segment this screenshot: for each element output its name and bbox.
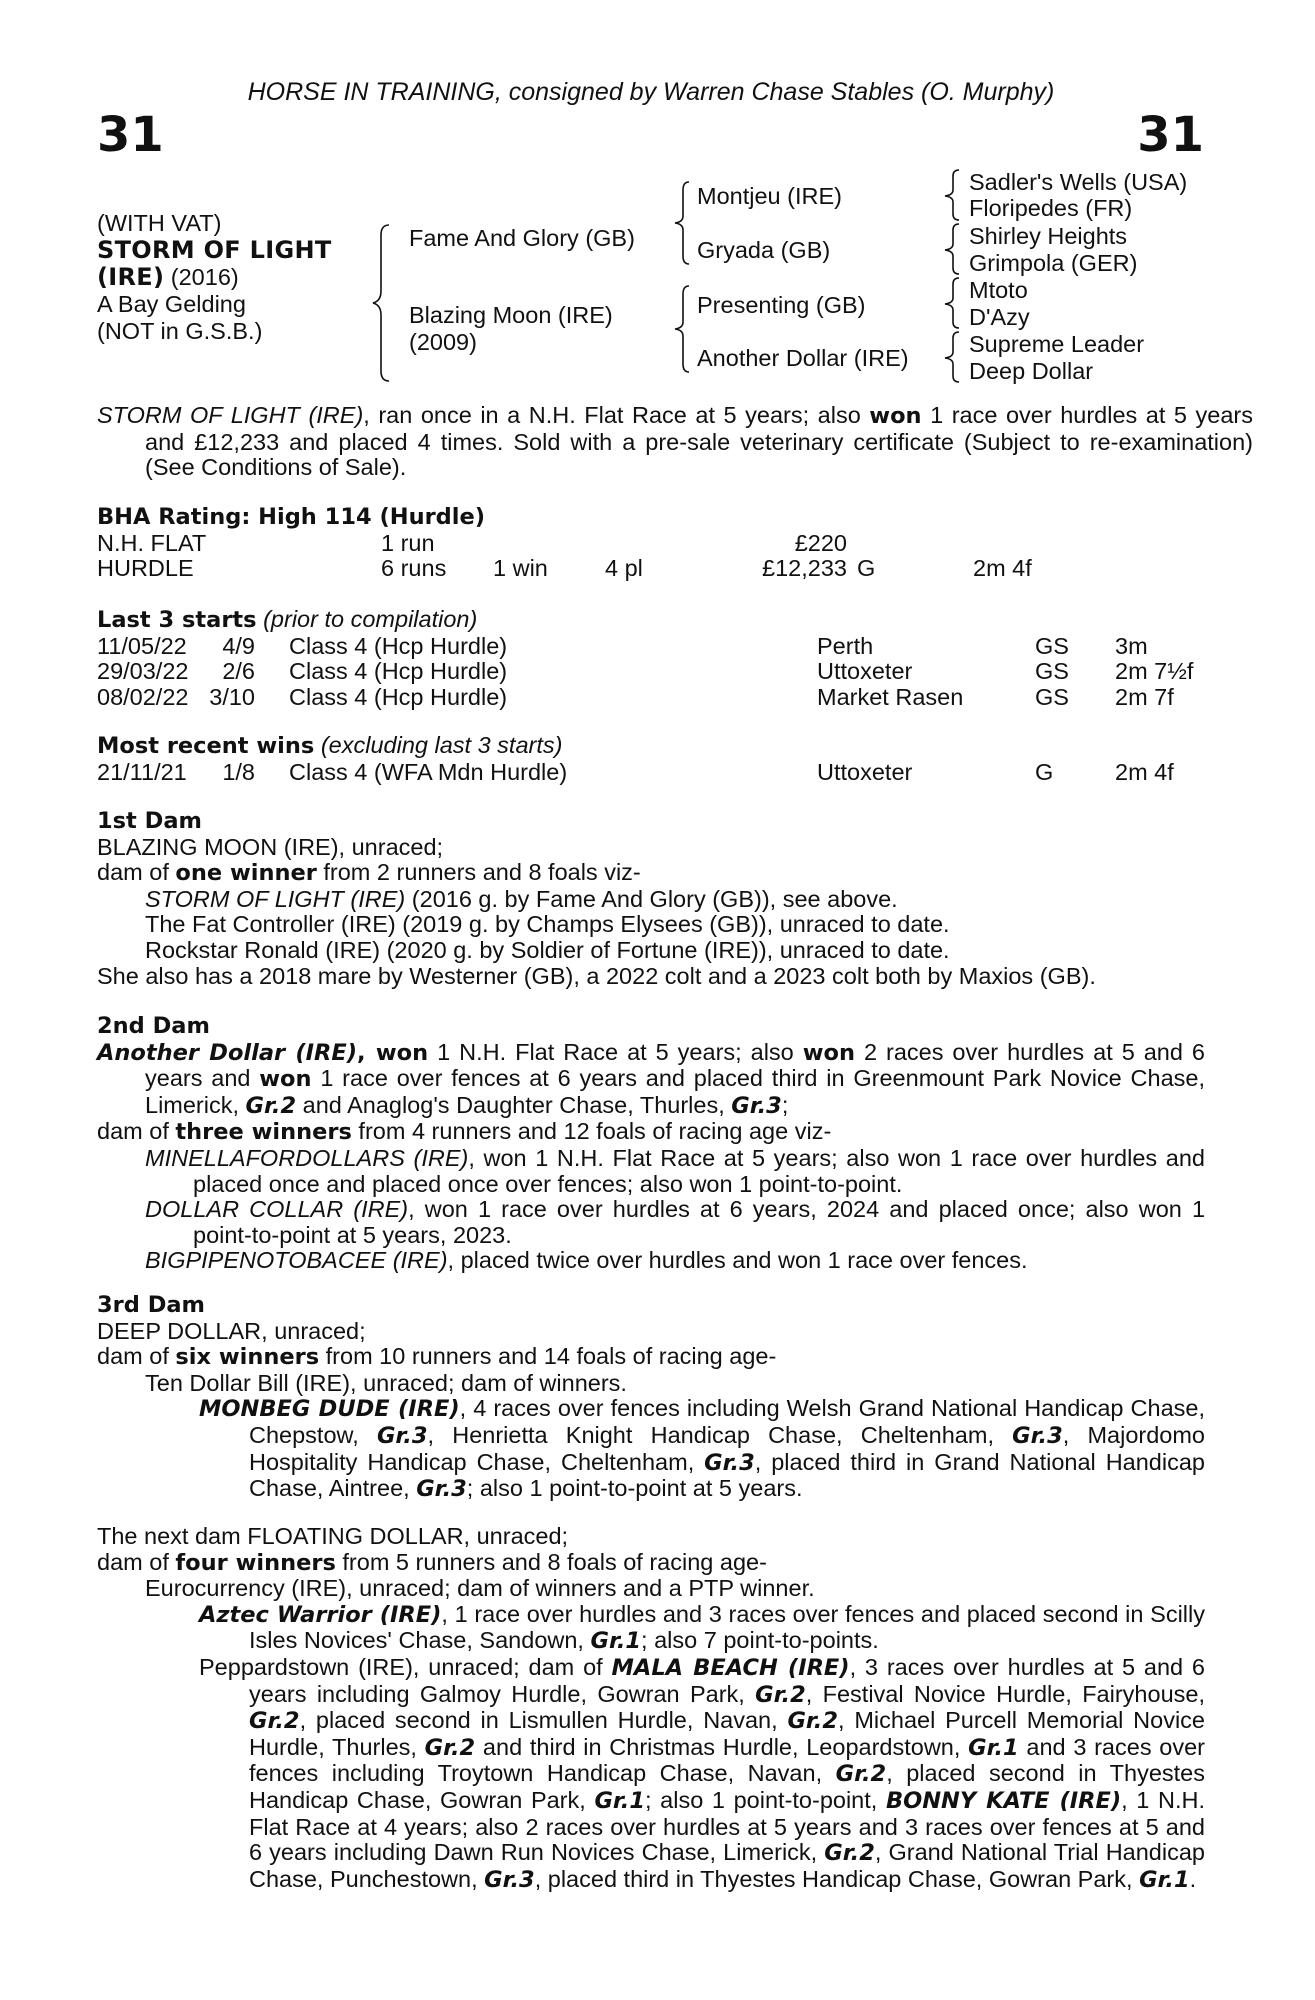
rating-row: HURDLE 6 runs 1 win 4 pl £12,233 G 2m 4f xyxy=(97,555,1032,582)
start-row: 29/03/22 2/6 Class 4 (Hcp Hurdle) Uttoxeter GS 2m 7½f xyxy=(97,658,1194,685)
ancestor-2: Floripedes (FR) xyxy=(969,195,1133,221)
second-dam-block: 2nd Dam Another Dollar (IRE), won 1 N.H. Flat Race at 5 years; also won 2 races over hurdles at 5 and 6 years and won 1 race over fences at 6 years and placed third in Greenmount Park Novice Chase, Limerick, Gr.2 and Anaglog's Daughter Chase, Thurles, Gr.3; dam of three winners from 4 runners and 12 foals of racing age viz- MINELLAFORDOLLARS (IRE), won 1 N.H. Flat Race at 5 years; also won 1 race over hurdles and placed once and placed once over fences; also won 1 point-to-point. DOLLAR COLLAR (IRE), won 1 race over hurdles at 6 years, 2024 and placed once; also won 1 point-to-point at 5 years, 2023. BIGPIPENOTOBACEE (IRE), placed twice over hurdles and won 1 race over fences. xyxy=(97,1013,1206,1274)
sire: Fame And Glory (GB) xyxy=(409,225,635,251)
race-summary: STORM OF LIGHT (IRE), ran once in a N.H. Flat Race at 5 years; also won 1 race over hurdles at 5 years and £12,233 and placed 4 times. Sold with a pre-sale veterinary certificate (Subject to re-examination) (See Conditions of Sale). xyxy=(97,402,1253,481)
last-starts-heading: Last 3 starts xyxy=(97,607,257,633)
horse-identity xyxy=(97,210,332,345)
fourth-dam-block: The next dam FLOATING DOLLAR, unraced; dam of four winners from 5 runners and 8 foals of racing age- Eurocurrency (IRE), unraced; dam of winners and a PTP winner. Aztec Warrior (IRE), 1 race over hurdles and 3 races over fences and placed second in Scilly Isles Novices' Chase, Sandown, Gr.1; also 7 point-to-points. Peppardstown (IRE), unraced; dam of MALA BEACH (IRE), 3 races over hurdles at 5 and 6 years including Galmoy Hurdle, Gowran Park, Gr.2, Festival Novice Hurdle, Fairyhouse, Gr.2, placed second in Lismullen Hurdle, Navan, Gr.2, Michael Purcell Memorial Novice Hurdle, Thurles, Gr.2 and third in Christmas Hurdle, Leopardstown, Gr.1 and 3 races over fences including Troytown Handicap Chase, Navan, Gr.2, placed second in Thyestes Handicap Chase, Gowran Park, Gr.1; also 1 point-to-point, BONNY KATE (IRE), 1 N.H. Flat Race at 4 years; also 2 races over hurdles at 5 years and 3 races over fences at 5 and 6 years including Dawn Run Novices Chase, Limerick, Gr.2, Grand National Trial Handicap Chase, Punchestown, Gr.3, placed third in Thyestes Handicap Chase, Gowran Park, Gr.1. xyxy=(97,1523,1206,1893)
dam: Blazing Moon (IRE) (2009) xyxy=(409,302,613,355)
ancestor-3: Shirley Heights xyxy=(969,223,1128,249)
dam-dam: Another Dollar (IRE) xyxy=(697,345,909,371)
vat-note: (WITH VAT) xyxy=(97,210,222,236)
lot-number-right: 31 xyxy=(1137,107,1204,163)
ancestor-7: Supreme Leader xyxy=(969,331,1145,357)
recent-wins-block: Most recent wins (excluding last 3 starts) 21/11/21 1/8 Class 4 (WFA Mdn Hurdle) Uttoxeter G 2m 4f xyxy=(97,733,1205,785)
gsb-note: (NOT in G.S.B.) xyxy=(97,318,263,344)
brace-sire-parents xyxy=(667,180,697,266)
brace-g3-1 xyxy=(939,168,965,222)
pedigree-table xyxy=(97,166,1207,386)
ancestor-8: Deep Dollar xyxy=(969,358,1094,384)
ancestor-5: Mtoto xyxy=(969,277,1028,303)
last-starts-block: Last 3 starts (prior to compilation) 11/05/22 4/9 Class 4 (Hcp Hurdle) Perth GS 3m 29/03/22 2/6 Class 4 (Hcp Hurdle) Uttoxeter GS 2m 7½f 08/02/22 3/10 Class 4 (Hcp Hurdle) Market Rasen GS 2m 7f xyxy=(97,607,1205,710)
ancestor-4: Grimpola (GER) xyxy=(969,250,1138,276)
brace-g3-2 xyxy=(939,222,965,276)
third-dam-heading: 3rd Dam xyxy=(97,1292,205,1318)
brace-sire-dam xyxy=(367,223,397,383)
recent-wins-heading: Most recent wins xyxy=(97,733,315,759)
rating-heading: BHA Rating: High 114 (Hurdle) xyxy=(97,504,486,530)
win-row: 21/11/21 1/8 Class 4 (WFA Mdn Hurdle) Uttoxeter G 2m 4f xyxy=(97,758,1174,785)
ancestor-6: D'Azy xyxy=(969,304,1030,330)
horse-suffix: (IRE) xyxy=(97,263,165,291)
ancestor-1: Sadler's Wells (USA) xyxy=(969,169,1188,195)
dam-sire: Presenting (GB) xyxy=(697,292,866,318)
rating-block xyxy=(97,505,1205,582)
third-dam-block: 3rd Dam DEEP DOLLAR, unraced; dam of six winners from 10 runners and 14 foals of racing age- Ten Dollar Bill (IRE), unraced; dam of winners. MONBEG DUDE (IRE), 4 races over fences including Welsh Grand National Handicap Chase, Chepstow, Gr.3, Henrietta Knight Handicap Chase, Cheltenham, Gr.3, Majordomo Hospitality Handicap Chase, Cheltenham, Gr.3, placed third in Grand National Handicap Chase, Aintree, Gr.3; also 1 point-to-point at 5 years. xyxy=(97,1292,1206,1503)
foal-year: (2016) xyxy=(164,264,239,290)
sire-dam: Gryada (GB) xyxy=(697,237,831,263)
brace-dam-parents xyxy=(667,284,697,374)
first-dam-block: 1st Dam BLAZING MOON (IRE), unraced; dam of one winner from 2 runners and 8 foals viz- STORM OF LIGHT (IRE) (2016 g. by Fame And Glory (GB)), see above. The Fat Controller (IRE) (2019 g. by Champs Elysees (GB)), unraced to date. Rockstar Ronald (IRE) (2020 g. by Soldier of Fortune (IRE)), unraced to date. She also has a 2018 mare by Westerner (GB), a 2022 colt and a 2023 colt both by Maxios (GB). xyxy=(97,809,1205,989)
horse-name: STORM OF LIGHT xyxy=(97,236,332,264)
brace-g3-4 xyxy=(939,330,965,384)
horse-sex: A Bay Gelding xyxy=(97,291,246,317)
start-row: 11/05/22 4/9 Class 4 (Hcp Hurdle) Perth GS 3m xyxy=(97,632,1148,659)
sire-sire: Montjeu (IRE) xyxy=(697,183,842,209)
start-row: 08/02/22 3/10 Class 4 (Hcp Hurdle) Market Rasen GS 2m 7f xyxy=(97,683,1174,710)
first-dam-heading: 1st Dam xyxy=(97,808,202,834)
second-dam-heading: 2nd Dam xyxy=(97,1013,210,1039)
consignor-heading: HORSE IN TRAINING, consigned by Warren Chase Stables (O. Murphy) xyxy=(247,78,1055,106)
lot-number-left: 31 xyxy=(97,107,164,163)
brace-g3-3 xyxy=(939,276,965,330)
rating-row: N.H. FLAT 1 run £220 xyxy=(97,529,847,556)
